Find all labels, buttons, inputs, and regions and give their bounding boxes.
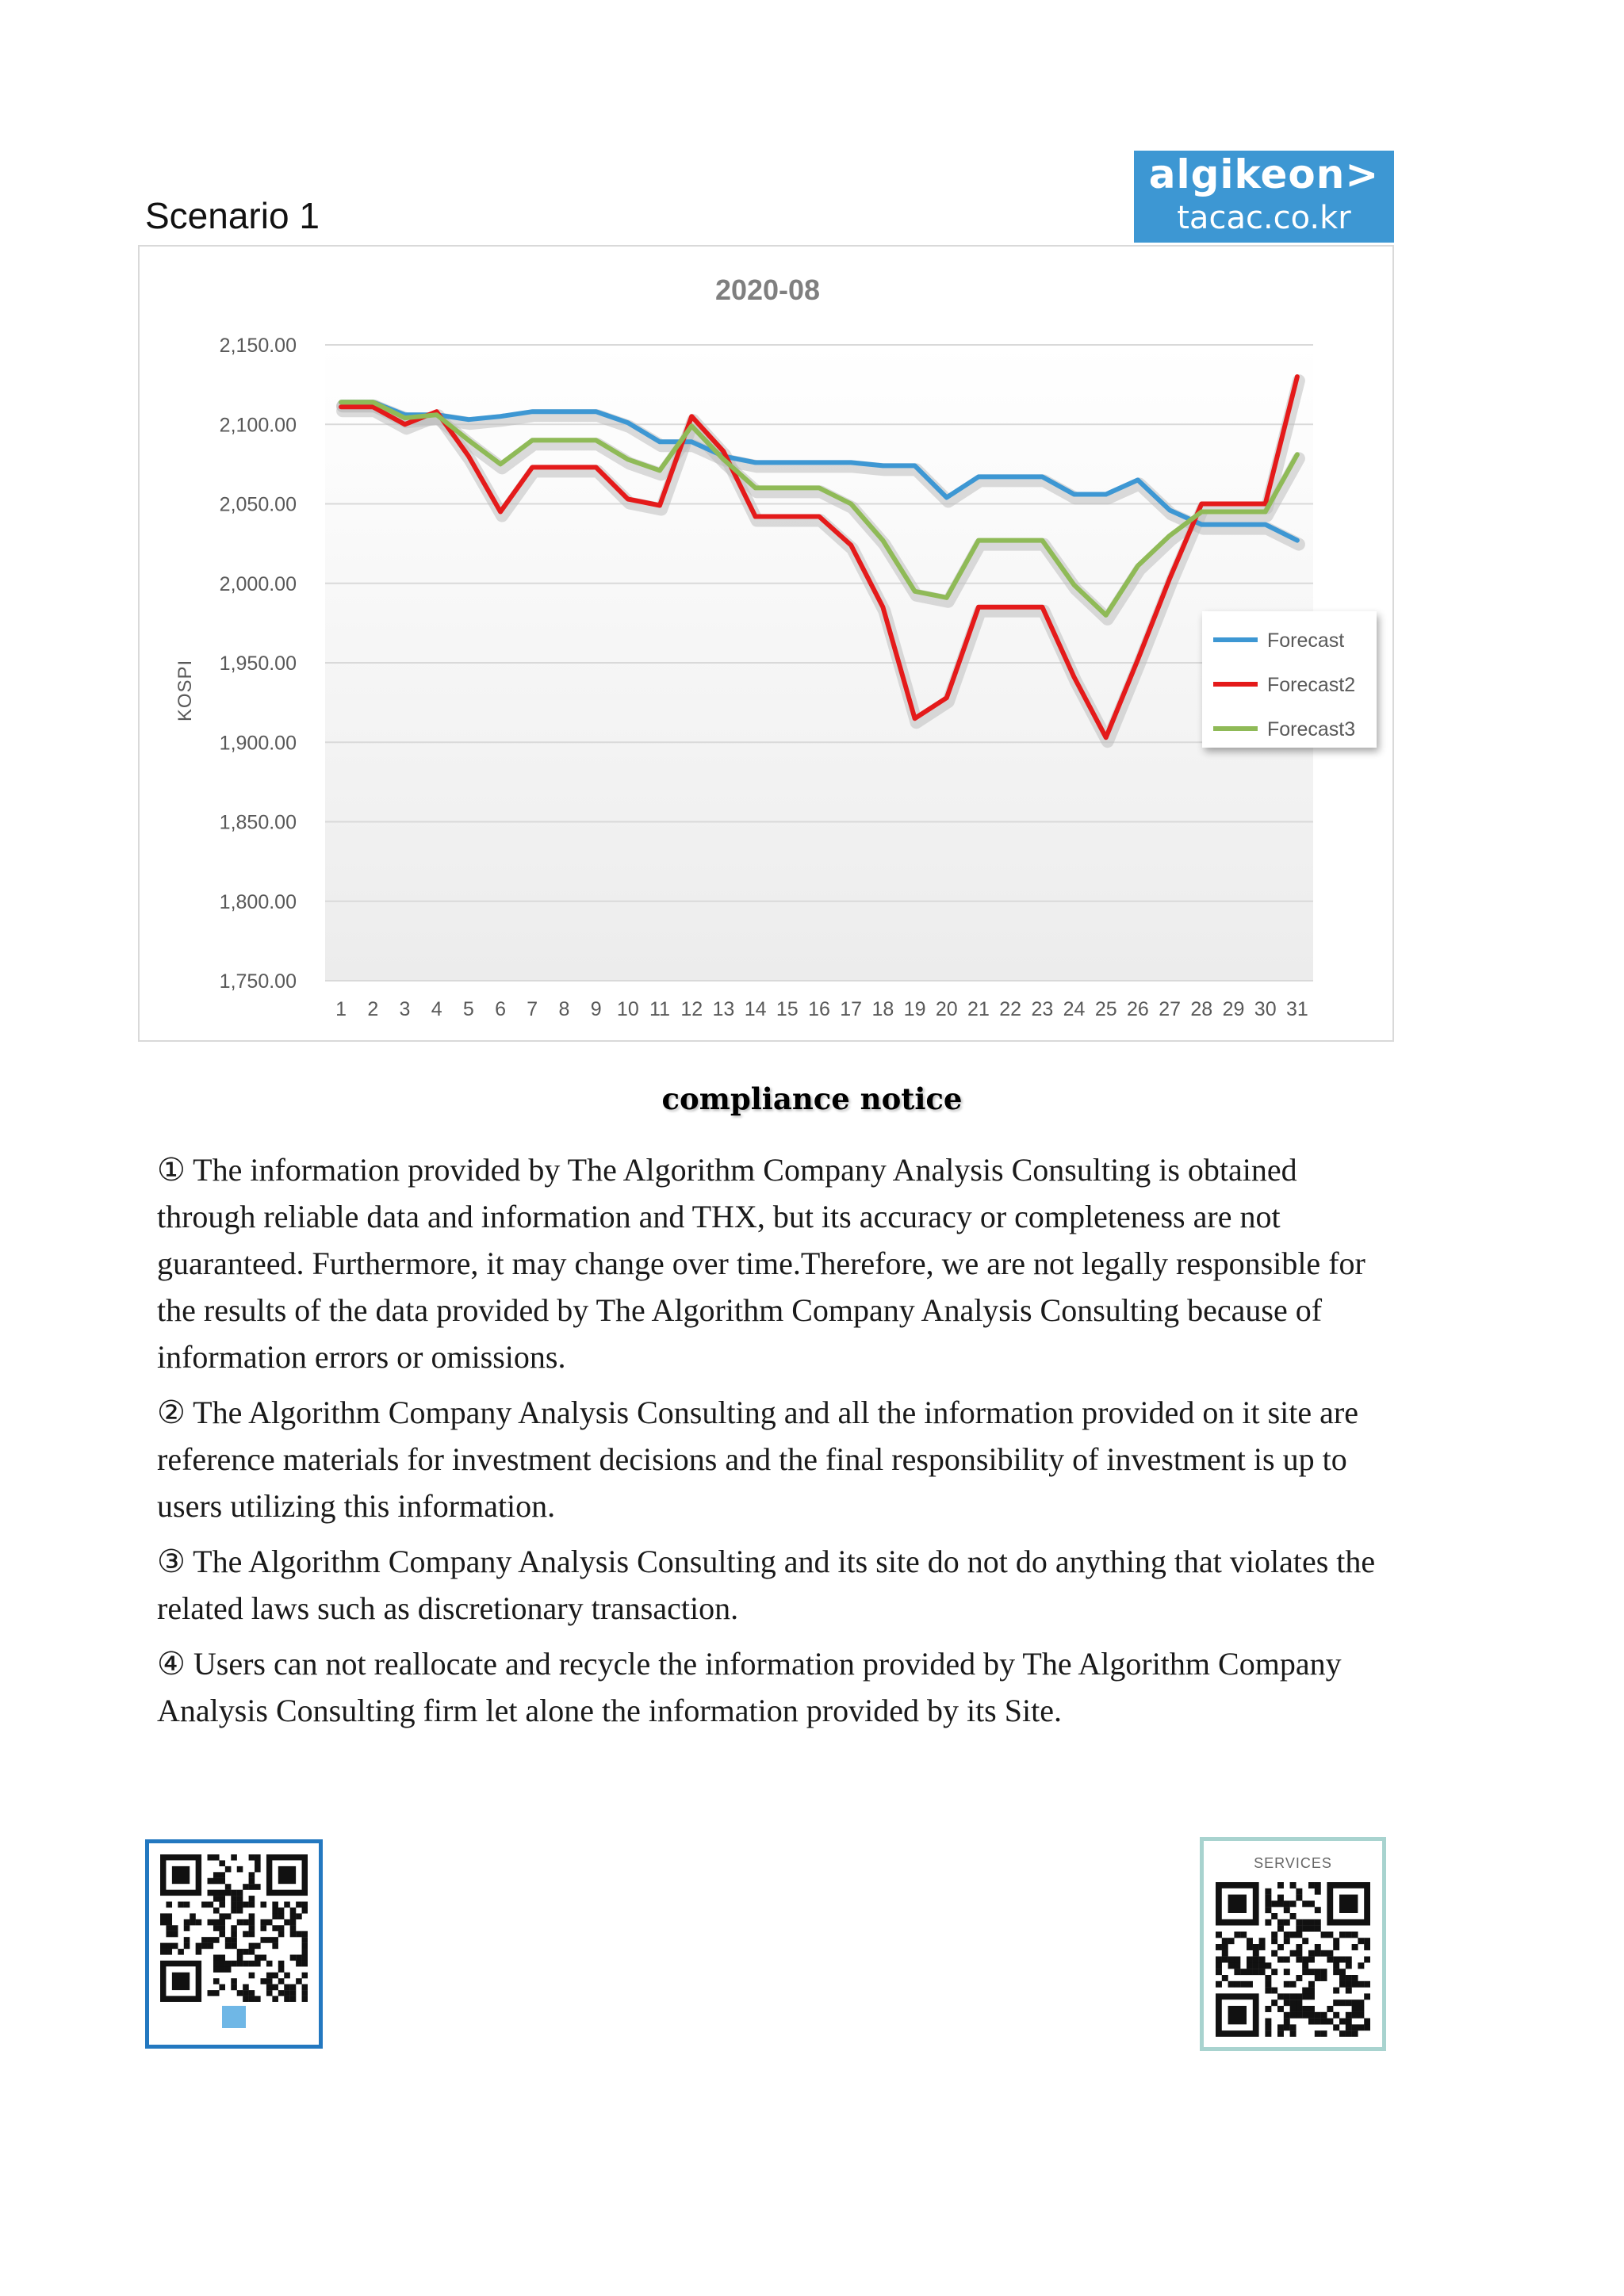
x-tick-label: 16 [808,998,830,1020]
notice-item-3: ③ The Algorithm Company Analysis Consulting and its site do not do anything that violates the related laws such as discretionary transaction. [157,1544,1376,1626]
y-tick-label: 2,050.00 [219,493,297,516]
compliance-notice-body [157,1146,1394,1743]
x-tick-label: 11 [649,998,671,1020]
y-tick-label: 1,750.00 [219,970,297,993]
y-tick-label: 1,800.00 [219,890,297,913]
x-tick-label: 23 [1031,998,1054,1020]
x-tick-label: 10 [616,998,639,1020]
x-tick-label: 20 [935,998,958,1020]
x-tick-label: 21 [967,998,990,1020]
chart-legend [1202,611,1377,748]
qr-code-icon [160,1854,308,2002]
x-tick-label: 14 [744,998,767,1020]
x-tick-label: 9 [590,998,602,1020]
x-tick-label: 15 [776,998,799,1020]
qr-logo-icon [222,2006,246,2028]
brand-domain: tacac.co.kr [1177,200,1351,236]
x-tick-label: 28 [1190,998,1213,1020]
x-tick-label: 3 [399,998,411,1020]
y-tick-label: 1,900.00 [219,732,297,755]
x-tick-label: 12 [680,998,703,1020]
x-tick-label: 27 [1159,998,1182,1020]
compliance-notice-title: compliance notice [661,1081,963,1116]
qr-code-left[interactable] [145,1839,323,2049]
x-tick-label: 18 [871,998,894,1020]
brand-logo[interactable] [1134,151,1394,243]
x-tick-label: 4 [431,998,442,1020]
notice-item-1: ① The information provided by The Algorithm Company Analysis Consulting is obtained through reliable data and information and THX, but its accuracy or completeness are not guaranteed. Furthermore, it may change over time.Therefore, we are not legally responsible for the results of the data provided by The Algorithm Company Analysis Consulting because of information errors or omissions. [157,1152,1365,1375]
legend-entry: Forecast [1267,629,1345,652]
y-tick-label: 2,100.00 [219,414,297,437]
y-tick-label: 1,850.00 [219,811,297,834]
y-tick-label: 2,150.00 [219,335,297,357]
x-tick-label: 22 [999,998,1022,1020]
legend-entry: Forecast3 [1267,718,1356,740]
x-tick-label: 5 [462,998,474,1020]
x-tick-label: 26 [1127,998,1149,1020]
y-tick-label: 1,950.00 [219,652,297,675]
y-axis-label: KOSPI [174,659,196,722]
qr-code-services[interactable] [1200,1837,1386,2051]
x-tick-label: 6 [495,998,507,1020]
qr-code-icon [1216,1882,1370,2037]
x-tick-label: 7 [527,998,538,1020]
qr-services-label: SERVICES [1254,1855,1332,1871]
kospi-line-chart [140,247,1396,1043]
x-tick-label: 2 [367,998,379,1020]
brand-name: algikeon> [1148,151,1380,197]
chart-title: 2020-08 [714,274,821,306]
x-tick-label: 31 [1285,998,1308,1020]
x-tick-label: 19 [903,998,926,1020]
notice-item-2: ② The Algorithm Company Analysis Consulting and all the information provided on it site are reference materials for investment decisions and the final responsibility of investment is up to users utilizing this information. [157,1395,1358,1524]
x-tick-label: 8 [558,998,570,1020]
x-tick-label: 29 [1222,998,1245,1020]
legend-entry: Forecast2 [1267,674,1356,696]
x-tick-label: 30 [1254,998,1277,1020]
x-tick-label: 25 [1094,998,1117,1020]
scenario-title: Scenario 1 [145,195,320,236]
x-tick-label: 13 [712,998,735,1020]
notice-item-4: ④ Users can not reallocate and recycle the information provided by The Algorithm Company Analysis Consulting firm let alone the information provided by its Site. [157,1646,1342,1728]
chart-frame [138,245,1394,1042]
x-tick-label: 1 [335,998,347,1020]
y-tick-label: 2,000.00 [219,572,297,595]
x-tick-label: 24 [1063,998,1086,1020]
x-tick-label: 17 [840,998,863,1020]
